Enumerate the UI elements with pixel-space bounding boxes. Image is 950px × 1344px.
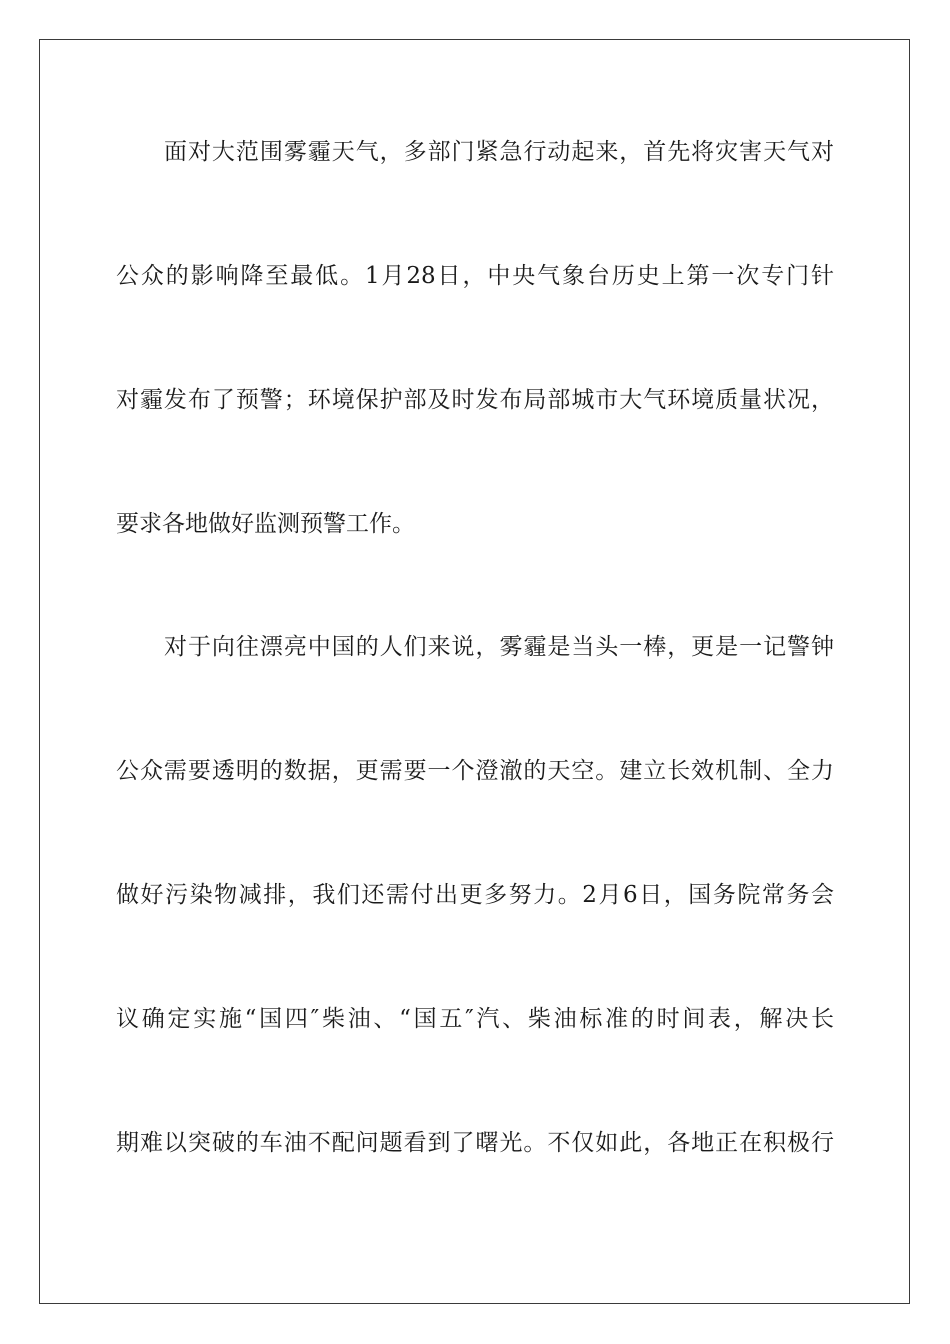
page-border [39,39,910,1304]
text-line: 公众需要透明的数据，更需要一个澄澈的天空。建立长效机制、全力 [116,758,834,784]
text-line: 面对大范围雾霾天气，多部门紧急行动起来，首先将灾害天气对 [164,139,834,165]
text-line: 公众的影响降至最低。1月28日，中央气象台历史上第一次专门针 [116,263,834,289]
text-line: 对于向往漂亮中国的人们来说，雾霾是当头一棒，更是一记警钟 [164,634,834,660]
text-line: 要求各地做好监测预警工作。 [116,511,415,537]
text-line: 对霾发布了预警；环境保护部及时发布局部城市大气环境质量状况， [116,387,834,413]
text-line: 议确定实施“国四″柴油、“国五″汽、柴油标准的时间表，解决长 [116,1006,834,1032]
text-line: 期难以突破的车油不配问题看到了曙光。不仅如此，各地正在积极行 [116,1130,834,1156]
text-line: 做好污染物减排，我们还需付出更多努力。2月6日，国务院常务会 [116,882,834,908]
